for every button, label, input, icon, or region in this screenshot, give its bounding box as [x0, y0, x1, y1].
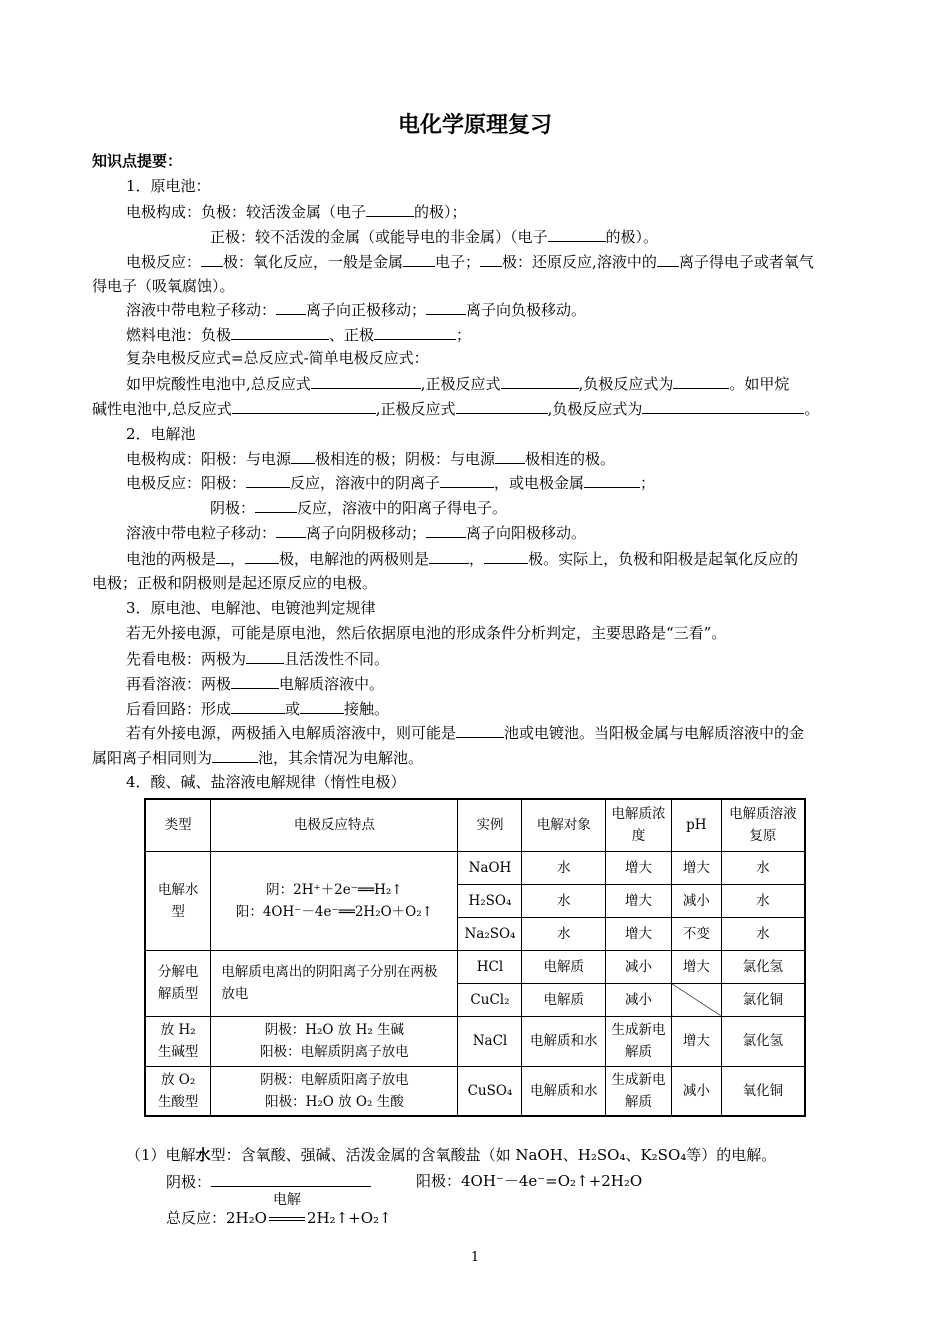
cell: 电解质和水 [522, 1016, 606, 1066]
cell: 生成新电解质 [606, 1066, 672, 1116]
s2-line4: 溶液中带电粒子移动： 离子向阴极移动； 离子向阳极移动。 [126, 524, 587, 542]
type-cell: 电解水型 [145, 851, 211, 950]
cell: NaCl [458, 1016, 522, 1066]
s2-line5: 电池的两极是 ， 极，电解池的两极则是 ， 极。实际上，负极和阳极是起氧化反应的 [126, 550, 799, 568]
cell: 减小 [671, 1066, 721, 1116]
s2-line1: 电极构成：阳极：与电源 极相连的极；阴极：与电源 极相连的极。 [126, 450, 616, 468]
type-cell: 放 O₂ 生酸型 [145, 1066, 211, 1116]
cell: 水 [522, 917, 606, 950]
cell: 增大 [671, 950, 721, 983]
cell: 增大 [606, 851, 672, 884]
table-row [145, 1016, 805, 1066]
table-row [145, 1066, 805, 1116]
cell: 减小 [606, 983, 672, 1016]
s2-line3: 阴极： 反应，溶液中的阳离子得电子。 [210, 499, 508, 517]
feature-cell: 电解质电离出的阴阳离子分别在两极放电 [211, 950, 458, 1016]
feature-cell [211, 851, 458, 950]
electrolysis-table [144, 798, 806, 1117]
cell: 氯化氢 [721, 950, 805, 983]
anode-line: 阳极：4OH⁻－4e⁻=O₂↑+2H₂O [416, 1172, 643, 1190]
table-row [145, 950, 805, 983]
section-heading: 知识点提要： [92, 152, 183, 170]
type-cell: 分解电解质型 [145, 950, 211, 1016]
s4-title: 4．酸、碱、盐溶液电解规律（惰性电极） [126, 773, 406, 791]
s1-line5: 溶液中带电粒子移动： 离子向正极移动； 离子向负极移动。 [126, 301, 587, 319]
s1-line1: 电极构成：负极：较活泼金属（电子 的极）； [126, 203, 467, 221]
cell: 电解质 [522, 983, 606, 1016]
cell: 电解质 [522, 950, 606, 983]
bottom-line1: （1）电解水型：含氧酸、强碱、活泼金属的含氧酸盐（如 NaOH、H₂SO₄、K₂SO₄等）的电解。 [126, 1146, 777, 1164]
cell: 增大 [606, 917, 672, 950]
s3-line3: 再看溶液：两极 电解质溶液中。 [126, 675, 385, 693]
s1-line7: 复杂电极反应式=总反应式-简单电极反应式： [126, 349, 429, 367]
page-number: 1 [470, 1250, 480, 1265]
condition-label: 电解 [272, 1192, 301, 1208]
s2-line2: 电极反应：阳极： 反应，溶液中的阴离子 ，或电极金属 ； [126, 474, 656, 492]
s3-title: 3．原电池、电解池、电镀池判定规律 [126, 599, 376, 617]
cell: 水 [721, 917, 805, 950]
cell: 水 [522, 884, 606, 917]
cell: 氯化氢 [721, 1016, 805, 1066]
cell: CuSO₄ [458, 1066, 522, 1116]
cell: Na₂SO₄ [458, 917, 522, 950]
cell: 氯化铜 [721, 983, 805, 1016]
feature-line: 阴：2H⁺＋2e⁻══H₂↑ [266, 881, 403, 898]
table-row [145, 851, 805, 884]
feature-line: 阳：4OH⁻－4e⁻══2H₂O＋O₂↑ [235, 903, 433, 920]
cell: 水 [522, 851, 606, 884]
cathode-line: 阴极： [166, 1171, 371, 1192]
cell: CuCl₂ [458, 983, 522, 1016]
s3-line5: 若有外接电源，两极插入电解质溶液中，则可能是 池或电镀池。当阳极金属与电解质溶液中的金 [126, 724, 805, 742]
feature-cell: 阴极：H₂O 放 H₂ 生碱 阳极：电解质阴离子放电 [211, 1016, 458, 1066]
total-reaction: 总反应：2H₂O 电解 2H₂↑+O₂↑ [166, 1192, 392, 1227]
s3-line2: 先看电极：两极为 且活泼性不同。 [126, 650, 390, 668]
cell: H₂SO₄ [458, 884, 522, 917]
cell: 减小 [606, 950, 672, 983]
s3-line4: 后看回路：形成 或 接触。 [126, 700, 390, 718]
cell: 增大 [671, 851, 721, 884]
s1-line9: 碱性电池中,总反应式 ,正极反应式 ,负极反应式为 。 [92, 400, 820, 418]
diagonal-cell [671, 983, 721, 1016]
cell: 增大 [671, 1016, 721, 1066]
cell: 减小 [671, 884, 721, 917]
header-cell: 电极反应特点 [211, 799, 458, 851]
header-cell: 电解质溶液复原 [721, 799, 805, 851]
feature-cell: 阴极：电解质阳离子放电 阳极：H₂O 放 O₂ 生酸 [211, 1066, 458, 1116]
s1-line3: 电极反应： 极：氧化反应，一般是金属 电子； 极：还原反应,溶液中的 离子得电子或者氧气 [126, 253, 814, 271]
s1-line4: 得电子（吸氧腐蚀）。 [92, 277, 235, 295]
cell: 生成新电解质 [606, 1016, 672, 1066]
cell: NaOH [458, 851, 522, 884]
s3-line1: 若无外接电源，可能是原电池，然后依据原电池的形成条件分析判定，主要思路是“三看”。 [126, 624, 727, 642]
cell: 增大 [606, 884, 672, 917]
s2-line6: 电极；正极和阴极则是起还原反应的电极。 [92, 574, 378, 592]
header-cell: 电解对象 [522, 799, 606, 851]
type-cell: 放 H₂ 生碱型 [145, 1016, 211, 1066]
page-title: 电化学原理复习 [397, 113, 552, 138]
cell: 水 [721, 851, 805, 884]
cell: 电解质和水 [522, 1066, 606, 1116]
header-cell: 电解质浓度 [606, 799, 672, 851]
s2-title: 2．电解池 [126, 425, 196, 443]
s1-line6: 燃料电池：负极 、正极 ； [126, 326, 472, 344]
header-cell: 实例 [458, 799, 522, 851]
cell: 不变 [671, 917, 721, 950]
table-header-row [145, 799, 805, 851]
cell: 水 [721, 884, 805, 917]
cell: HCl [458, 950, 522, 983]
s3-line6: 属阳离子相同则为 池，其余情况为电解池。 [92, 749, 424, 767]
s1-title: 1．原电池： [126, 177, 211, 195]
cell: 氧化铜 [721, 1066, 805, 1116]
header-cell: pH [671, 799, 721, 851]
header-cell: 类型 [145, 799, 211, 851]
s1-line2: 正极：较不活泼的金属（或能导电的非金属）（电子 的极）。 [210, 228, 659, 246]
s1-line8: 如甲烷酸性电池中,总反应式 ,正极反应式 ,负极反应式为 。如甲烷 [126, 375, 790, 393]
